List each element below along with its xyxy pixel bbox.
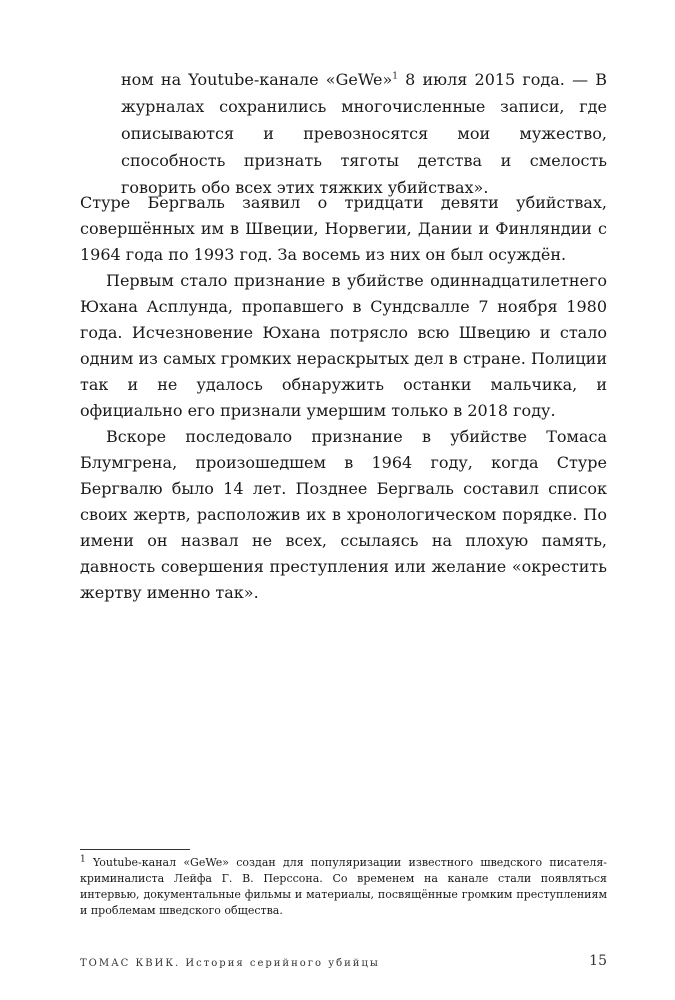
paragraph-1: Стуре Бергваль заявил о тридцати девяти убийствах, совершённых им в Швеции, Норвегии, Дании и Финляндии с 1964 года по 1993 год. За восемь из них он был осуждён. (80, 193, 607, 264)
quote-text-end: 8 июля 2015 года. — В журналах сохранились многочисленные записи, где описываются и превозносятся мои мужество, способность признать тяготы детства и смелость говорить обо всех этих тяжких убийствах». (121, 70, 607, 197)
footnote-reference: 1 (392, 71, 398, 82)
page-number: 15 (589, 953, 607, 969)
paragraph-3: Вскоре последовало признание в убийстве Томаса Блумгрена, произошедшем в 1964 году, когда Стуре Бергвалю было 14 лет. Позднее Бергваль составил список своих жертв, расположив их в хронологическом порядке. По имени он назвал не всех, ссылаясь на плохую память, давность совершения преступления или желание «окрестить жертву именно так». (80, 427, 607, 602)
running-title: ТОМАС КВИК. История серийного убийцы (80, 958, 380, 969)
block-quote (121, 66, 607, 201)
paragraph-2: Первым стало признание в убийстве одиннадцатилетнего Юхана Асплунда, пропавшего в Сундсвалле 7 ноября 1980 года. Исчезновение Юхана потрясло всю Швецию и стало одним из самых громких нераскрытых дел в стране. Полиции так и не удалось обнаружить останки мальчика, и официально его признали умершим только в 2018 году. (80, 271, 607, 420)
quote-text-start: ном на Youtube-канале «GeWe» (121, 70, 393, 89)
main-text (80, 190, 607, 606)
footnote-marker: 1 (80, 854, 86, 865)
footnote-text: Youtube-канал «GeWe» создан для популяризации известного шведского писателя-криминалиста Лейфа Г. В. Перссона. Со временем на канале стали появляться интервью, документальные фильмы и материалы, посвящённые громким преступлениям и проблемам шведского общества. (80, 856, 607, 917)
footnote (80, 855, 607, 919)
footnote-divider (80, 849, 190, 850)
